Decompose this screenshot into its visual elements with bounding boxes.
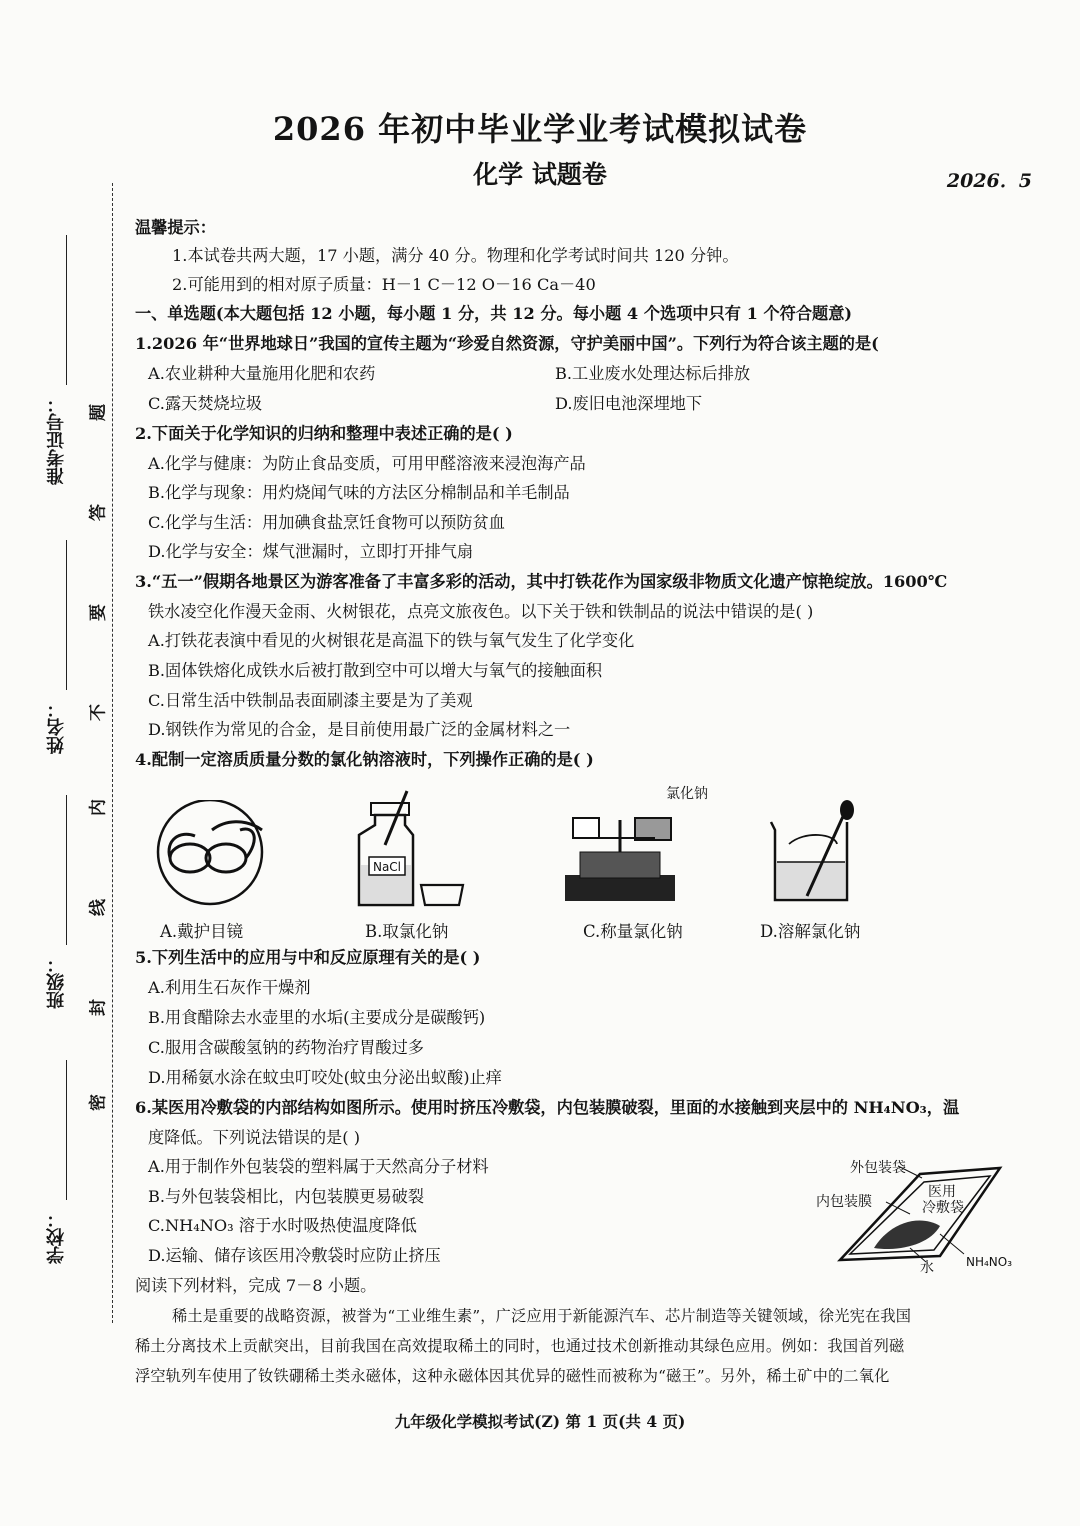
- question-1-stem: 1.2026 年“世界地球日”我国的宣传主题为“珍爱自然资源，守护美丽中国”。下列行为符合该主题的是(: [135, 334, 879, 353]
- seal-char: 内: [88, 799, 109, 816]
- cold-pack-figure: [810, 1152, 1040, 1277]
- reagent-bottle-figure: [355, 785, 475, 910]
- question-6-option-c: C.NH₄NO₃ 溶于水时吸热使温度降低: [148, 1216, 417, 1235]
- question-4-option-c: C.称量氯化钠: [583, 922, 683, 941]
- reading-intro: 阅读下列材料，完成 7－8 小题。: [135, 1276, 377, 1295]
- balance-figure: [555, 780, 715, 910]
- question-2-option-d: D.化学与安全：煤气泄漏时，立即打开排气扇: [148, 542, 474, 561]
- name-line: [66, 540, 67, 690]
- seal-char: 答: [88, 504, 109, 521]
- question-5-stem: 5.下列生活中的应用与中和反应原理有关的是( ): [135, 948, 481, 967]
- fig-bag-label-1: 医用: [928, 1184, 956, 1200]
- question-3-option-d: D.钢铁作为常见的合金，是目前使用最广泛的金属材料之一: [148, 720, 571, 739]
- question-3-option-c: C.日常生活中铁制品表面刷漆主要是为了美观: [148, 691, 473, 710]
- seal-char: 题: [88, 404, 109, 421]
- school-line: [66, 1060, 67, 1200]
- question-4-stem: 4.配制一定溶质质量分数的氯化钠溶液时，下列操作正确的是( ): [135, 750, 594, 769]
- class-line: [66, 795, 67, 945]
- binding-dashed-line: [112, 183, 113, 1323]
- balance-label: 氯化钠: [666, 786, 708, 802]
- fig-inner-label: 内包装膜: [816, 1194, 872, 1210]
- reading-paragraph-line: 浮空轨列车使用了钕铁硼稀土类永磁体，这种永磁体因其优异的磁性而被称为“磁王”。另外，稀土矿中的二氧化: [135, 1367, 890, 1385]
- tips-line-1: 1.本试卷共两大题，17 小题，满分 40 分。物理和化学考试时间共 120 分钟。: [172, 246, 739, 265]
- seal-char: 要: [88, 604, 109, 621]
- question-5-option-c: C.服用含碳酸氢钠的药物治疗胃酸过多: [148, 1038, 424, 1057]
- student-id-line: [66, 235, 67, 385]
- goggles-figure: [150, 800, 280, 910]
- fig-outer-label: 外包装袋: [850, 1160, 906, 1176]
- question-3-stem-2: 铁水凌空化作漫天金雨、火树银花，点亮文旅夜色。以下关于铁和铁制品的说法中错误的是( ): [148, 602, 814, 621]
- question-6-option-d: D.运输、储存该医用冷敷袋时应防止挤压: [148, 1246, 441, 1265]
- question-6-option-b: B.与外包装袋相比，内包装膜更易破裂: [148, 1187, 425, 1206]
- question-6-stem-2: 度降低。下列说法错误的是( ): [148, 1128, 361, 1147]
- fig-bag-label-2: 冷敷袋: [922, 1200, 964, 1216]
- question-6-option-a: A.用于制作外包装袋的塑料属于天然高分子材料: [148, 1157, 489, 1176]
- nacl-label: NaCl: [372, 860, 402, 874]
- student-id-label: 准考证号：: [46, 395, 67, 485]
- class-label: 班级：: [46, 955, 67, 1009]
- seal-char: 不: [88, 704, 109, 721]
- section-heading: 一、单选题(本大题包括 12 小题，每小题 1 分，共 12 分。每小题 4 个选项中只有 1 个符合题意): [135, 304, 853, 323]
- reading-paragraph-line: 稀土分离技术上贡献突出，目前我国在高效提取稀土的同时，也通过技术创新推动其绿色应用。例如：我国首列磁: [135, 1337, 905, 1355]
- question-5-option-d: D.用稀氨水涂在蚊虫叮咬处(蚊虫分泌出蚁酸)止痒: [148, 1068, 502, 1087]
- exam-date: 2026．5: [946, 170, 1032, 192]
- exam-subtitle: 化学 试题卷: [473, 160, 607, 189]
- question-2-option-c: C.化学与生活：用加碘食盐烹饪食物可以预防贫血: [148, 513, 505, 532]
- question-4-option-a: A.戴护目镜: [160, 922, 244, 941]
- seal-char: 密: [88, 1094, 109, 1111]
- seal-char: 线: [88, 899, 109, 916]
- question-1-option-b: B.工业废水处理达标后排放: [555, 364, 751, 383]
- question-2-stem: 2.下面关于化学知识的归纳和整理中表述正确的是( ): [135, 424, 513, 443]
- beaker-figure: [765, 800, 885, 910]
- question-3-stem-1: 3.“五一”假期各地景区为游客准备了丰富多彩的活动，其中打铁花作为国家级非物质文化遗产惊艳绽放。1600℃: [135, 572, 948, 591]
- question-4-option-d: D.溶解氯化钠: [760, 922, 861, 941]
- question-5-option-a: A.利用生石灰作干燥剂: [148, 978, 311, 997]
- question-3-option-a: A.打铁花表演中看见的火树银花是高温下的铁与氧气发生了化学变化: [148, 631, 635, 650]
- question-1-option-d: D.废旧电池深埋地下: [555, 394, 703, 413]
- name-label: 姓名：: [46, 700, 67, 754]
- question-1-option-c: C.露天焚烧垃圾: [148, 394, 263, 413]
- school-label: 学校：: [46, 1210, 67, 1264]
- question-2-option-a: A.化学与健康：为防止食品变质，可用甲醛溶液来浸泡海产品: [148, 454, 586, 473]
- reading-paragraph-line: 稀土是重要的战略资源，被誉为“工业维生素”，广泛应用于新能源汽车、芯片制造等关键领域，徐光宪在我国: [172, 1307, 912, 1325]
- tips-line-2: 2.可能用到的相对原子质量：H－1 C－12 O－16 Ca－40: [172, 275, 596, 294]
- question-2-option-b: B.化学与现象：用灼烧闻气味的方法区分棉制品和羊毛制品: [148, 483, 570, 502]
- tips-heading: 温馨提示：: [135, 218, 216, 237]
- question-5-option-b: B.用食醋除去水壶里的水垢(主要成分是碳酸钙): [148, 1008, 486, 1027]
- question-6-stem-1: 6.某医用冷敷袋的内部结构如图所示。使用时挤压冷敷袋，内包装膜破裂，里面的水接触到夹层中的 NH₄NO₃，温: [135, 1098, 960, 1117]
- fig-water-label: 水: [920, 1260, 934, 1276]
- question-4-option-b: B.取氯化钠: [365, 922, 449, 941]
- exam-title: 2026 年初中毕业学业考试模拟试卷: [272, 110, 808, 148]
- seal-char: 封: [88, 999, 109, 1016]
- fig-salt-label: NH₄NO₃: [966, 1255, 1013, 1269]
- page-footer: 九年级化学模拟考试(Z) 第 1 页(共 4 页): [394, 1412, 686, 1431]
- question-1-option-a: A.农业耕种大量施用化肥和农药: [148, 364, 376, 383]
- question-3-option-b: B.固体铁熔化成铁水后被打散到空中可以增大与氧气的接触面积: [148, 661, 603, 680]
